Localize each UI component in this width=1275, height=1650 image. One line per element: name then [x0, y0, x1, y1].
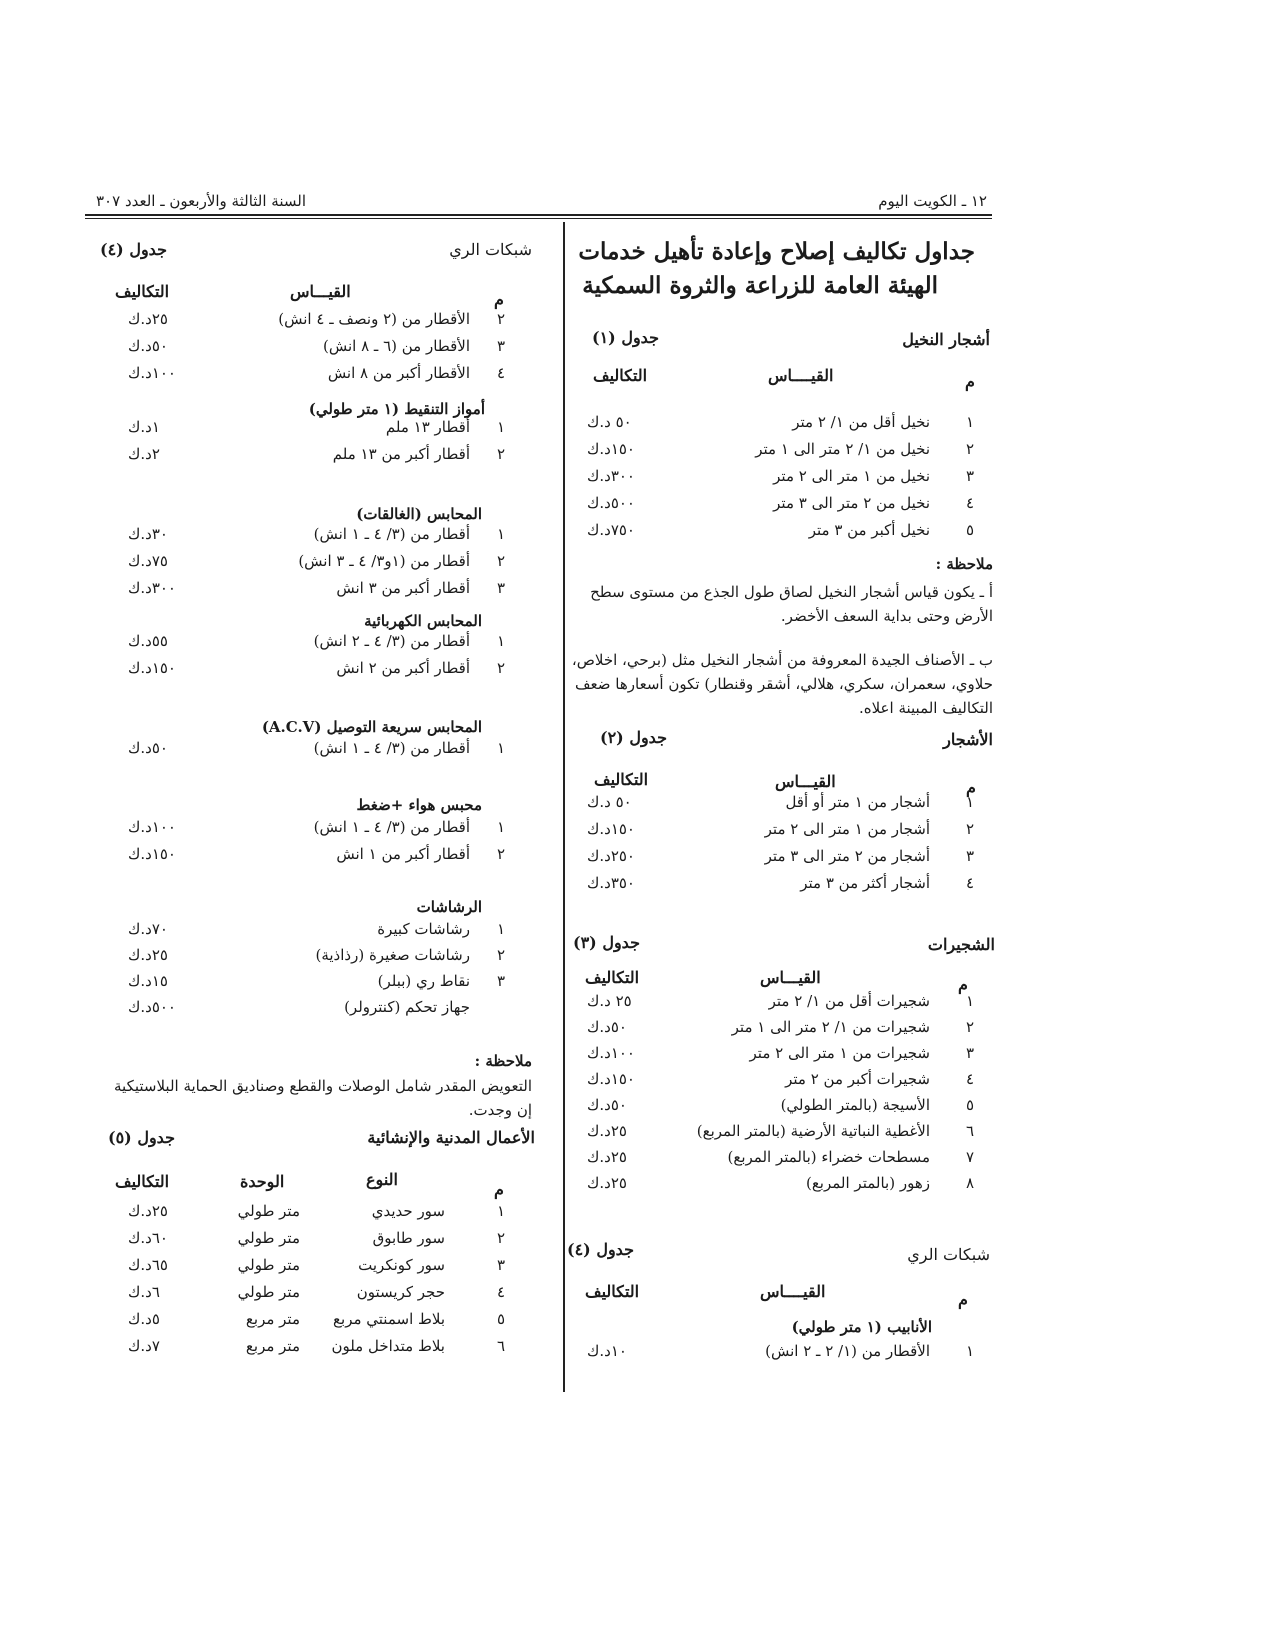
left-sprinkler-row [0, 998, 1275, 1024]
table-3-row-number: ٥ [966, 1096, 975, 1114]
page-header-label: ١٢ ـ الكويت اليوم [878, 192, 987, 210]
table-3-row-number: ٦ [966, 1122, 975, 1140]
table-1-row-cost: ٥٠ د.ك [587, 413, 632, 431]
left-table-4-label: جدول (٤) [100, 240, 167, 259]
table-5-label: جدول (٥) [108, 1128, 175, 1147]
table-3-row-measure: شجيرات من ١/ ٢ متر الى ١ متر [731, 1018, 930, 1036]
table-4-row-cost: ١٠د.ك [587, 1342, 627, 1360]
table-1-row-cost: ٣٠٠د.ك [587, 467, 635, 485]
left-table-4-row-cost: ٢٥د.ك [128, 310, 168, 328]
table-3-row-number: ٣ [966, 1044, 975, 1062]
table-3-row-cost: ٢٥د.ك [587, 1174, 627, 1192]
table-3-row-measure: الأسيجة (بالمتر الطولي) [780, 1096, 930, 1114]
left-acv-row-number: ١ [497, 739, 506, 757]
table-1-note-a: أ ـ يكون قياس أشجار النخيل لصاق طول الجذع من مستوى سطح الأرض وحتى بداية السعف الأخضر. [590, 583, 993, 625]
left-section-irrigation: شبكات الري [449, 240, 532, 259]
left-sprinkler-row-cost: ٧٠د.ك [128, 920, 168, 938]
left-table-4-row-cost: ٥٠د.ك [128, 337, 168, 355]
table-3-row-measure: زهور (بالمتر المربع) [805, 1174, 930, 1192]
left-sprinkler-row-number: ٢ [497, 946, 506, 964]
table-3-row-measure: مسطحات خضراء (بالمتر المربع) [727, 1148, 930, 1166]
page-title-line1: جداول تكاليف إصلاح وإعادة تأهيل خدمات [578, 238, 975, 265]
left-electric-row-measure: أقطار أكبر من ٢ انش [336, 659, 470, 677]
table-1-row-number: ٣ [966, 467, 975, 485]
table-5-row-unit: متر طولي [237, 1229, 300, 1247]
table-5-row [0, 1310, 1275, 1336]
left-air-row [0, 818, 1275, 844]
left-air-row-number: ٢ [497, 845, 506, 863]
left-drip-row-measure: أقطار أكبر من ١٣ ملم [332, 445, 470, 463]
table-4-sub-pipes: الأنابيب (١ متر طولي) [791, 1318, 932, 1336]
table-4-header-m: م [958, 1290, 968, 1309]
table-5-row-number: ٣ [497, 1256, 506, 1274]
table-3-row-cost: ١٠٠د.ك [587, 1044, 635, 1062]
table-3-row [0, 1174, 1275, 1200]
table-5-header-cost: التكاليف [115, 1172, 170, 1191]
table-5-row-number: ٢ [497, 1229, 506, 1247]
left-sub-air-valve: محبس هواء +ضغط [356, 796, 482, 814]
table-2-header-cost: التكاليف [594, 770, 649, 789]
left-sprinkler-row-number: ٣ [497, 972, 506, 990]
left-valves-row-number: ٢ [497, 552, 506, 570]
left-table-4-row-number: ٢ [497, 310, 506, 328]
left-sprinkler-row [0, 972, 1275, 998]
left-air-row-number: ١ [497, 818, 506, 836]
left-air-row-measure: أقطار أكبر من ١ انش [336, 845, 470, 863]
table-5-row-unit: متر طولي [237, 1283, 300, 1301]
left-air-row [0, 845, 1275, 871]
table-2-row-cost: ١٥٠د.ك [587, 820, 635, 838]
left-valves-row-measure: أقطار أكبر من ٣ انش [336, 579, 470, 597]
left-table-4-row-measure: الأقطار من (٢ ونصف ـ ٤ انش) [278, 310, 470, 328]
table-3-row-number: ٢ [966, 1018, 975, 1036]
table-3-row-cost: ٥٠د.ك [587, 1096, 627, 1114]
table-3-header-cost: التكاليف [585, 968, 640, 987]
table-4-header-measure: القيــــاس [760, 1282, 826, 1301]
page-title-line2: الهيئة العامة للزراعة والثروة السمكية [582, 272, 938, 299]
table-1-note-b: ب ـ الأصناف الجيدة المعروفة من أشجار النخيل مثل (برحي، اخلاص، حلاوي، سعمران، سكري، هلالي، أشقر وقنطار) تكون أسعارها ضعف التكاليف المبينة اعلاه. [571, 651, 993, 717]
left-table-4-row-number: ٣ [497, 337, 506, 355]
left-electric-row-number: ٢ [497, 659, 506, 677]
left-sprinkler-row-cost: ٢٥د.ك [128, 946, 168, 964]
left-table-4-row [0, 337, 1275, 363]
table-1-header-m: م [965, 372, 975, 391]
left-table-4-row-measure: الأقطار من (٦ ـ ٨ انش) [322, 337, 470, 355]
table-3-row-cost: ٢٥ د.ك [587, 992, 632, 1010]
left-sprinkler-row-measure: رشاشات كبيرة [377, 920, 470, 938]
header-rule-thin [85, 218, 992, 219]
table-5-row-cost: ٦٥د.ك [128, 1256, 168, 1274]
table-5-row-unit: متر مربع [245, 1310, 300, 1328]
left-air-row-cost: ١٥٠د.ك [128, 845, 176, 863]
table-5-row-type: سور كونكريت [358, 1256, 445, 1274]
left-valves-row-cost: ٣٠د.ك [128, 525, 168, 543]
left-drip-row-cost: ٢د.ك [128, 445, 160, 463]
table-1-row-measure: نخيل من ١ متر الى ٢ متر [773, 467, 930, 485]
section-palm-trees: أشجار النخيل [902, 330, 990, 349]
table-1-row-cost: ٧٥٠د.ك [587, 521, 635, 539]
left-electric-row-cost: ٥٥د.ك [128, 632, 168, 650]
left-table-4-header-measure: القيـــاس [290, 282, 351, 301]
table-4-header-cost: التكاليف [585, 1282, 640, 1301]
left-sub-acv: المحابس سريعة التوصيل (A.C.V) [261, 718, 482, 736]
table-5-row-cost: ٥د.ك [128, 1310, 160, 1328]
table-2-row-measure: أشجار من ١ متر الى ٢ متر [764, 820, 930, 838]
table-5-row-type: حجر كريستون [356, 1283, 445, 1301]
table-3-row-number: ١ [966, 992, 975, 1010]
left-drip-row-number: ٢ [497, 445, 506, 463]
table-5-row-type: بلاط متداخل ملون [331, 1337, 445, 1355]
table-1-row-number: ٥ [966, 521, 975, 539]
left-sprinkler-row-measure: جهاز تحكم (كنترولر) [344, 998, 470, 1016]
table-2-row-measure: أشجار من ١ متر أو أقل [785, 793, 930, 811]
table-1-row-measure: نخيل من ٢ متر الى ٣ متر [773, 494, 930, 512]
table-2-row [0, 793, 1275, 819]
table-5-row-number: ١ [497, 1202, 506, 1220]
left-table-4-row-measure: الأقطار أكبر من ٨ انش [327, 364, 470, 382]
table-3-label: جدول (٣) [573, 933, 640, 952]
table-3-row [0, 1122, 1275, 1148]
table-2-row-measure: أشجار من ٢ متر الى ٣ متر [764, 847, 930, 865]
left-sprinkler-row [0, 920, 1275, 946]
table-1-row [0, 494, 1275, 520]
left-air-row-cost: ١٠٠د.ك [128, 818, 176, 836]
table-5-row [0, 1202, 1275, 1228]
table-3-row-measure: شجيرات أكبر من ٢ متر [785, 1070, 930, 1088]
left-note-label: ملاحظة : [474, 1052, 532, 1070]
left-valves-row [0, 552, 1275, 578]
table-1-row-number: ٤ [966, 494, 975, 512]
table-5-row-unit: متر مربع [245, 1337, 300, 1355]
table-1-note-label: ملاحظة : [935, 555, 993, 573]
table-3-row [0, 1044, 1275, 1070]
section-irrigation: شبكات الري [907, 1245, 990, 1264]
left-table-4-row [0, 364, 1275, 390]
left-acv-row-cost: ٥٠د.ك [128, 739, 168, 757]
section-trees: الأشجار [943, 730, 993, 749]
table-2-row-cost: ٢٥٠د.ك [587, 847, 635, 865]
table-2-row-number: ٢ [966, 820, 975, 838]
left-sub-electric-valves: المحابس الكهربائية [364, 612, 482, 630]
table-5-row-cost: ٦د.ك [128, 1283, 160, 1301]
table-2-row-number: ٣ [966, 847, 975, 865]
table-5-row-cost: ٧د.ك [128, 1337, 160, 1355]
left-note: التعويض المقدر شامل الوصلات والقطع وصناديق الحماية البلاستيكية إن وجدت. [114, 1077, 532, 1119]
left-table-4-row-cost: ١٠٠د.ك [128, 364, 176, 382]
table-5-row [0, 1229, 1275, 1255]
table-5-header-type: النوع [366, 1170, 398, 1189]
left-sprinkler-row-measure: نقاط ري (ببلر) [377, 972, 470, 990]
left-valves-row-cost: ٣٠٠د.ك [128, 579, 176, 597]
left-drip-row-cost: ١د.ك [128, 418, 160, 436]
table-1-row-measure: نخيل من ١/ ٢ متر الى ١ متر [755, 440, 930, 458]
table-5-row-type: سور حديدي [371, 1202, 445, 1220]
table-1-header-cost: التكاليف [593, 366, 648, 385]
table-2-row-number: ٤ [966, 874, 975, 892]
left-electric-row [0, 659, 1275, 685]
left-sub-drip: أمواز التنقيط (١ متر طولي) [308, 400, 485, 418]
table-1-row-measure: نخيل أقل من ١/ ٢ متر [792, 413, 930, 431]
table-2-row-cost: ٣٥٠د.ك [587, 874, 635, 892]
left-sub-valves: المحابس (الغالقات) [356, 505, 482, 523]
table-5-row-unit: متر طولي [237, 1256, 300, 1274]
table-3-row-cost: ٢٥د.ك [587, 1122, 627, 1140]
table-5-header-m: م [494, 1180, 504, 1199]
left-air-row-measure: أقطار من (٣/ ٤ ـ ١ انش) [313, 818, 470, 836]
table-5-row-number: ٦ [497, 1337, 506, 1355]
table-2-row-number: ١ [966, 793, 975, 811]
left-sprinkler-row-cost: ١٥د.ك [128, 972, 168, 990]
left-sprinkler-row-cost: ٥٠٠د.ك [128, 998, 176, 1016]
table-5-row-cost: ٢٥د.ك [128, 1202, 168, 1220]
table-3-row-cost: ٢٥د.ك [587, 1148, 627, 1166]
left-sprinkler-row-measure: رشاشات صغيرة (رذاذية) [315, 946, 470, 964]
left-table-4-row [0, 310, 1275, 336]
table-3-header-measure: القيـــاس [760, 968, 821, 987]
table-1-header-measure: القيــــاس [768, 366, 834, 385]
table-3-row-measure: الأغطية النباتية الأرضية (بالمتر المربع) [696, 1122, 930, 1140]
table-5-row-cost: ٦٠د.ك [128, 1229, 168, 1247]
issue-label: السنة الثالثة والأربعون ـ العدد ٣٠٧ [96, 192, 306, 210]
table-3-row-measure: شجيرات أقل من ١/ ٢ متر [768, 992, 930, 1010]
table-1-label: جدول (١) [592, 328, 659, 347]
left-valves-row-measure: أقطار من (٣/ ٤ ـ ١ انش) [313, 525, 470, 543]
left-acv-row [0, 739, 1275, 765]
table-4-label: جدول (٤) [567, 1240, 634, 1259]
left-valves-row [0, 579, 1275, 605]
table-3-row-cost: ١٥٠د.ك [587, 1070, 635, 1088]
left-table-4-header-cost: التكاليف [115, 282, 170, 301]
table-3-row-cost: ٥٠د.ك [587, 1018, 627, 1036]
table-2-row-cost: ٥٠ د.ك [587, 793, 632, 811]
left-electric-row [0, 632, 1275, 658]
left-drip-row [0, 445, 1275, 471]
left-electric-row-cost: ١٥٠د.ك [128, 659, 176, 677]
left-electric-row-measure: أقطار من (٣/ ٤ ـ ٢ انش) [313, 632, 470, 650]
table-3-header-m: م [958, 975, 968, 994]
left-valves-row-number: ٣ [497, 579, 506, 597]
left-valves-row-measure: أقطار من (١و٣/ ٤ ـ ٣ انش) [298, 552, 470, 570]
left-table-4-row-number: ٤ [497, 364, 506, 382]
table-2-row [0, 874, 1275, 900]
table-2-label: جدول (٢) [600, 728, 667, 747]
header-rule [85, 214, 992, 216]
left-drip-row [0, 418, 1275, 444]
table-5-row [0, 1283, 1275, 1309]
table-3-row-number: ٨ [966, 1174, 975, 1192]
left-table-4-header-m: م [494, 290, 504, 309]
table-5-row [0, 1256, 1275, 1282]
table-1-row-cost: ١٥٠د.ك [587, 440, 635, 458]
table-5-row-number: ٤ [497, 1283, 506, 1301]
table-1-row-measure: نخيل أكبر من ٣ متر [808, 521, 930, 539]
table-3-row-number: ٤ [966, 1070, 975, 1088]
left-electric-row-number: ١ [497, 632, 506, 650]
table-1-row-number: ٢ [966, 440, 975, 458]
table-5-row-type: سور طابوق [372, 1229, 445, 1247]
left-acv-row-measure: أقطار من (٣/ ٤ ـ ١ انش) [313, 739, 470, 757]
table-5-header-unit: الوحدة [240, 1172, 285, 1191]
left-sprinkler-row [0, 946, 1275, 972]
left-sub-sprinklers: الرشاشات [416, 898, 482, 916]
table-2-header-measure: القيـــاس [775, 772, 836, 791]
table-1-row-cost: ٥٠٠د.ك [587, 494, 635, 512]
table-4-row-measure: الأقطار من (١/ ٢ ـ ٢ انش) [765, 1342, 930, 1360]
section-shrubs: الشجيرات [927, 935, 995, 954]
table-3-row-measure: شجيرات من ١ متر الى ٢ متر [749, 1044, 930, 1062]
table-4-row-number: ١ [966, 1342, 975, 1360]
table-1-row-number: ١ [966, 413, 975, 431]
left-valves-row [0, 525, 1275, 551]
section-civil-works: الأعمال المدنية والإنشائية [367, 1128, 535, 1147]
left-valves-row-cost: ٧٥د.ك [128, 552, 168, 570]
table-5-row-number: ٥ [497, 1310, 506, 1328]
table-3-row-number: ٧ [966, 1148, 975, 1166]
left-drip-row-measure: أقطار ١٣ ملم [385, 418, 470, 436]
left-drip-row-number: ١ [497, 418, 506, 436]
table-3-row [0, 1148, 1275, 1174]
left-sprinkler-row-number: ١ [497, 920, 506, 938]
table-5-row-type: بلاط اسمنتي مربع [333, 1310, 445, 1328]
table-5-row-unit: متر طولي [237, 1202, 300, 1220]
left-valves-row-number: ١ [497, 525, 506, 543]
table-2-row-measure: أشجار أكثر من ٣ متر [800, 874, 930, 892]
table-2-header-m: م [966, 778, 976, 797]
table-5-row [0, 1337, 1275, 1363]
